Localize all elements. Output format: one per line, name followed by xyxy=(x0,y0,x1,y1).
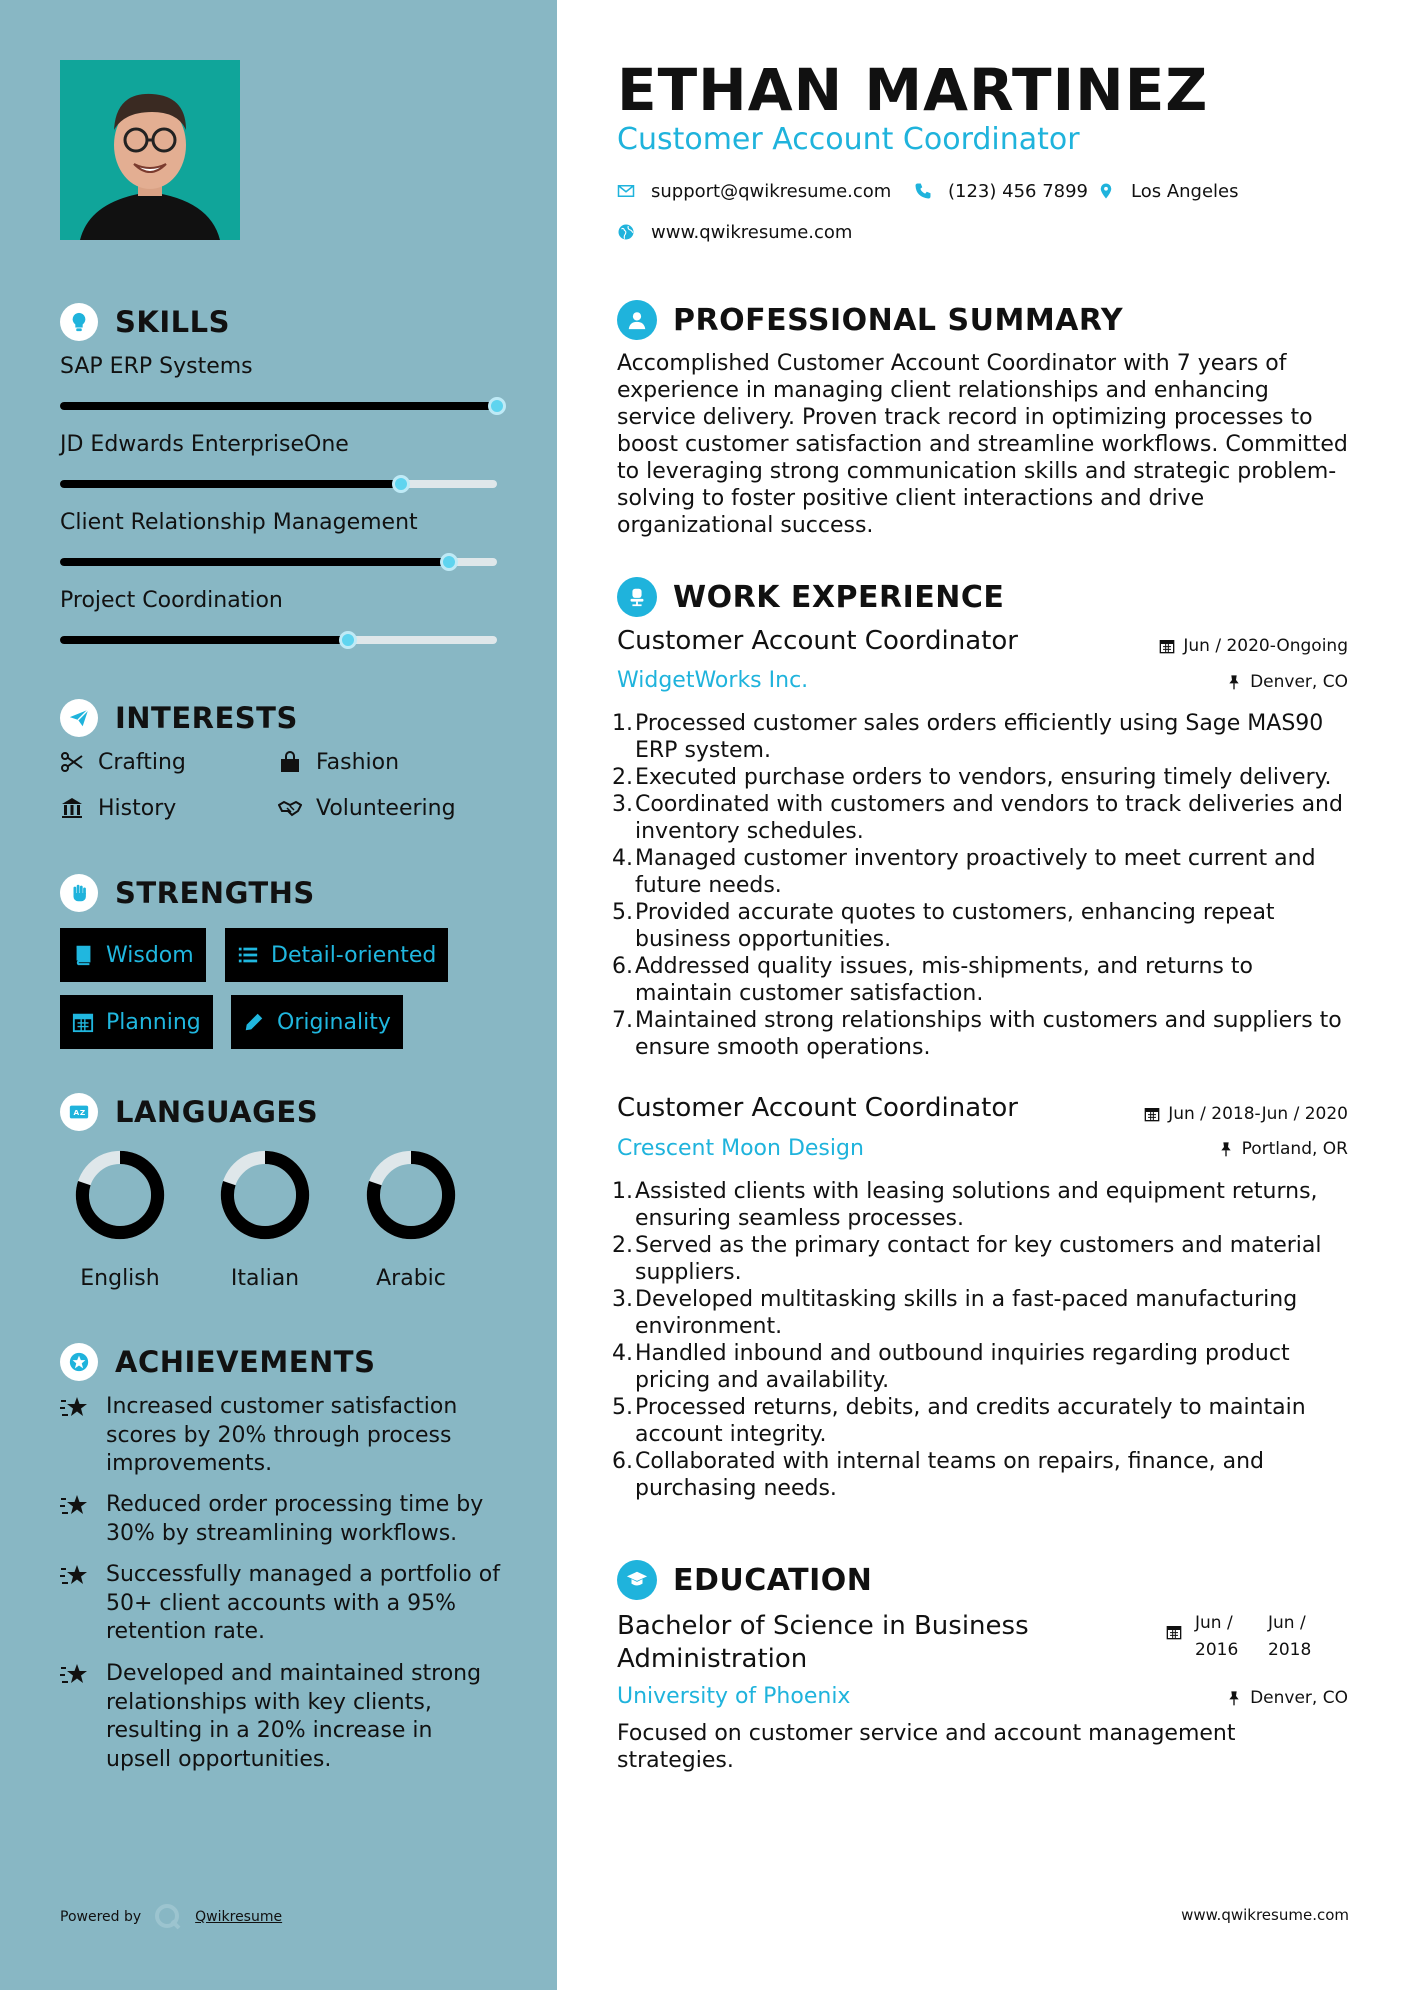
powered-by xyxy=(60,1902,282,1932)
skill-label: JD Edwards EnterpriseOne xyxy=(60,432,349,457)
profile-photo xyxy=(60,60,240,240)
skill-bar xyxy=(60,402,497,410)
strengths-heading xyxy=(60,873,315,913)
phone-icon xyxy=(914,182,932,200)
duty-text: Addressed quality issues, mis-shipments, and returns to maintain customer satisfaction. xyxy=(635,954,1253,1006)
duty-text: Managed customer inventory proactively to meet current and future needs. xyxy=(635,846,1316,898)
interest-item xyxy=(278,793,456,823)
graduate-icon xyxy=(617,1560,657,1600)
paper-plane-icon xyxy=(60,699,98,737)
translate-icon xyxy=(60,1093,98,1131)
summary-title: PROFESSIONAL SUMMARY xyxy=(673,302,1124,338)
calendar-icon xyxy=(1159,638,1175,654)
strength-tag xyxy=(225,928,448,982)
achievement-text: Developed and maintained strong relationships with key clients, resulting in a 20% increase in upsell opportunities. xyxy=(106,1661,482,1772)
job-company: Crescent Moon Design xyxy=(617,1136,864,1161)
list-item: 1. Processed customer sales orders efficiently using Sage MAS90 ERP system. xyxy=(612,710,1352,764)
list-item: 5. Provided accurate quotes to customers, enhancing repeat business opportunities. xyxy=(612,899,1352,953)
skill-bar-knob xyxy=(488,397,506,415)
duty-text: Served as the primary contact for key customers and material suppliers. xyxy=(635,1233,1322,1285)
contact-phone[interactable] xyxy=(914,178,1088,204)
pushpin-icon xyxy=(1226,674,1242,690)
skill-bar xyxy=(60,636,497,644)
skill-bar xyxy=(60,480,497,488)
job-location xyxy=(1226,672,1348,692)
globe-icon xyxy=(617,223,635,241)
interest-label: History xyxy=(98,795,177,821)
list-item: 2. Served as the primary contact for key customers and material suppliers. xyxy=(612,1232,1352,1286)
footer-url[interactable]: www.qwikresume.com xyxy=(1181,1906,1349,1924)
duty-text: Processed returns, debits, and credits accurately to maintain account integrity. xyxy=(635,1395,1306,1447)
list-icon xyxy=(237,944,259,966)
achievement-text: Successfully managed a portfolio of 50+ client accounts with a 95% retention rate. xyxy=(106,1562,500,1644)
edu-calendar xyxy=(1166,1624,1182,1640)
skill-bar-knob xyxy=(392,475,410,493)
list-item: 3. Developed multitasking skills in a fast-paced manufacturing environment. xyxy=(612,1286,1352,1340)
strength-tag xyxy=(60,928,206,982)
degree-title: Bachelor of Science in Business Administration xyxy=(617,1611,1029,1674)
edu-end-year: 2018 xyxy=(1268,1640,1312,1660)
interest-label: Fashion xyxy=(316,749,400,775)
skills-heading xyxy=(60,302,230,342)
interests-title: INTERESTS xyxy=(115,701,298,735)
list-item: 2. Executed purchase orders to vendors, ensuring timely delivery. xyxy=(612,765,1332,790)
language-item xyxy=(190,1148,340,1291)
location-text: Los Angeles xyxy=(1131,180,1239,202)
interest-label: Crafting xyxy=(98,749,186,775)
skill-bar xyxy=(60,558,497,566)
list-item: 6. Collaborated with internal teams on repairs, finance, and purchasing needs. xyxy=(612,1448,1352,1502)
strength-label: Detail-oriented xyxy=(271,942,437,968)
user-icon xyxy=(617,300,657,340)
language-label: Arabic xyxy=(376,1266,446,1291)
education-heading xyxy=(617,1558,872,1602)
shooting-star-icon xyxy=(60,1563,90,1591)
shooting-star-icon xyxy=(60,1493,90,1521)
duty-text: Developed multitasking skills in a fast-paced manufacturing environment. xyxy=(635,1287,1298,1339)
language-label: English xyxy=(80,1266,160,1291)
lightbulb-icon xyxy=(60,303,98,341)
job-duties-list xyxy=(612,1178,1352,1502)
language-ring xyxy=(364,1148,458,1242)
strength-label: Wisdom xyxy=(106,942,194,968)
skill-bar-knob xyxy=(339,631,357,649)
pushpin-icon xyxy=(1226,1690,1242,1706)
pencil-icon xyxy=(243,1011,265,1033)
language-label: Italian xyxy=(230,1266,300,1291)
achievements-heading xyxy=(60,1342,375,1382)
shooting-star-icon xyxy=(60,1662,90,1690)
list-item: 7. Maintained strong relationships with customers and suppliers to ensure smooth operations. xyxy=(612,1007,1352,1061)
interest-item xyxy=(278,747,399,777)
shooting-star-icon xyxy=(60,1395,90,1423)
contact-location xyxy=(1097,178,1239,204)
language-item xyxy=(336,1148,486,1291)
skills-title: SKILLS xyxy=(115,305,230,339)
map-marker-icon xyxy=(1097,182,1115,200)
shopping-bag-icon xyxy=(278,750,302,774)
job-dates xyxy=(1144,1104,1348,1124)
skill-item xyxy=(60,352,500,382)
job-dates-text: Jun / 2020-Ongoing xyxy=(1183,636,1348,656)
pushpin-icon xyxy=(1218,1141,1234,1157)
interest-label: Volunteering xyxy=(316,795,456,821)
achievement-item xyxy=(60,1393,500,1479)
skill-label: SAP ERP Systems xyxy=(60,354,253,379)
skill-bar-knob xyxy=(440,553,458,571)
skill-item xyxy=(60,508,500,538)
strength-label: Planning xyxy=(106,1009,201,1035)
education-description: Focused on customer service and account management strategies. xyxy=(617,1721,1236,1773)
duty-text: Collaborated with internal teams on repairs, finance, and purchasing needs. xyxy=(635,1449,1264,1501)
calendar-icon xyxy=(1144,1106,1160,1122)
handshake-icon xyxy=(278,796,302,820)
achievement-item xyxy=(60,1561,500,1647)
duty-text: Maintained strong relationships with customers and suppliers to ensure smooth operations. xyxy=(635,1008,1342,1060)
language-ring xyxy=(73,1148,167,1242)
strengths-title: STRENGTHS xyxy=(115,876,315,910)
skill-item xyxy=(60,430,500,460)
strength-tag xyxy=(231,995,403,1049)
interest-item xyxy=(60,793,176,823)
job-dates xyxy=(1159,636,1348,656)
calendar-icon xyxy=(1166,1624,1182,1640)
strength-label: Originality xyxy=(277,1009,391,1035)
skill-label: Client Relationship Management xyxy=(60,510,418,535)
contact-website[interactable] xyxy=(617,219,852,245)
raised-fist-icon xyxy=(60,874,98,912)
summary-heading xyxy=(617,298,1123,342)
job-title: Customer Account Coordinator xyxy=(617,1093,1018,1123)
duty-text: Provided accurate quotes to customers, enhancing repeat business opportunities. xyxy=(635,900,1275,952)
achievements-title: ACHIEVEMENTS xyxy=(115,1345,376,1379)
list-item: 6. Addressed quality issues, mis-shipments, and returns to maintain customer satisfaction. xyxy=(612,953,1352,1007)
office-chair-icon xyxy=(617,577,657,617)
list-item: 5. Processed returns, debits, and credits accurately to maintain account integrity. xyxy=(612,1394,1352,1448)
envelope-icon xyxy=(617,182,635,200)
powered-by-link[interactable]: Qwikresume xyxy=(195,1909,283,1925)
list-item: 3. Coordinated with customers and vendors to track deliveries and inventory schedules. xyxy=(612,791,1352,845)
job-dates-text: Jun / 2018-Jun / 2020 xyxy=(1168,1104,1348,1124)
duty-text: Executed purchase orders to vendors, ensuring timely delivery. xyxy=(635,765,1332,790)
list-item: 1. Assisted clients with leasing solutions and equipment returns, ensuring seamless processes. xyxy=(612,1178,1352,1232)
job-location-text: Portland, OR xyxy=(1241,1139,1348,1159)
edu-start-month: Jun / xyxy=(1195,1613,1233,1633)
phone-text: (123) 456 7899 xyxy=(948,180,1089,202)
svg-text:A: A xyxy=(73,1108,80,1118)
sidebar xyxy=(0,0,557,1990)
skill-item xyxy=(60,586,500,616)
edu-location xyxy=(1226,1688,1348,1708)
museum-icon xyxy=(60,796,84,820)
job-duties-list xyxy=(612,710,1352,1061)
education-title: EDUCATION xyxy=(673,1562,873,1598)
list-item: 4. Handled inbound and outbound inquiries regarding product pricing and availability. xyxy=(612,1340,1352,1394)
job-company: WidgetWorks Inc. xyxy=(617,668,809,693)
job-title: Customer Account Coordinator xyxy=(617,626,1018,656)
duty-text: Coordinated with customers and vendors to track deliveries and inventory schedules. xyxy=(635,792,1343,844)
interest-item xyxy=(60,747,186,777)
list-item: 4. Managed customer inventory proactively to meet current and future needs. xyxy=(612,845,1352,899)
edu-location-text: Denver, CO xyxy=(1250,1688,1348,1708)
duty-text: Processed customer sales orders efficiently using Sage MAS90 ERP system. xyxy=(635,711,1324,763)
candidate-name: ETHAN MARTINEZ xyxy=(617,56,1209,124)
experience-title: WORK EXPERIENCE xyxy=(673,579,1005,615)
qwikresume-logo-icon xyxy=(153,1902,183,1932)
edu-end-date xyxy=(1268,1610,1311,1664)
edu-start-date xyxy=(1195,1610,1238,1664)
experience-heading xyxy=(617,575,1004,619)
language-ring xyxy=(218,1148,312,1242)
scissors-icon xyxy=(60,750,84,774)
star-badge-icon xyxy=(60,1343,98,1381)
achievement-item xyxy=(60,1660,500,1774)
summary-text: Accomplished Customer Account Coordinator with 7 years of experience in managing client relationships and enhancing service delivery. Proven track record in optimizing processes to boost customer satisfaction and streamline workflows. Committed to leveraging strong communication skills and strategic problem-solving to foster positive client interactions and drive organizational success. xyxy=(617,351,1348,538)
duty-text: Assisted clients with leasing solutions and equipment returns, ensuring seamless processes. xyxy=(635,1179,1318,1231)
calendar-icon xyxy=(72,1011,94,1033)
contact-email[interactable] xyxy=(617,178,891,204)
languages-title: LANGUAGES xyxy=(115,1095,319,1129)
email-text: support@qwikresume.com xyxy=(651,180,892,202)
book-icon xyxy=(72,944,94,966)
edu-start-year: 2016 xyxy=(1195,1640,1239,1660)
job-location xyxy=(1218,1139,1348,1159)
interests-heading xyxy=(60,698,298,738)
powered-by-label: Powered by xyxy=(60,1909,142,1925)
language-item xyxy=(45,1148,195,1291)
profile-portrait xyxy=(60,60,240,240)
candidate-role: Customer Account Coordinator xyxy=(617,122,1080,157)
job-location-text: Denver, CO xyxy=(1250,672,1348,692)
languages-heading xyxy=(60,1092,318,1132)
edu-end-month: Jun / xyxy=(1268,1613,1306,1633)
strength-tag xyxy=(60,995,213,1049)
duty-text: Handled inbound and outbound inquiries regarding product pricing and availability. xyxy=(635,1341,1290,1393)
website-text: www.qwikresume.com xyxy=(651,221,853,243)
achievement-text: Reduced order processing time by 30% by streamlining workflows. xyxy=(106,1492,484,1546)
achievement-item xyxy=(60,1491,500,1548)
achievement-text: Increased customer satisfaction scores by 20% through process improvements. xyxy=(106,1394,458,1476)
svg-text:Z: Z xyxy=(79,1108,86,1118)
skill-label: Project Coordination xyxy=(60,588,283,613)
school-name: University of Phoenix xyxy=(617,1684,851,1709)
